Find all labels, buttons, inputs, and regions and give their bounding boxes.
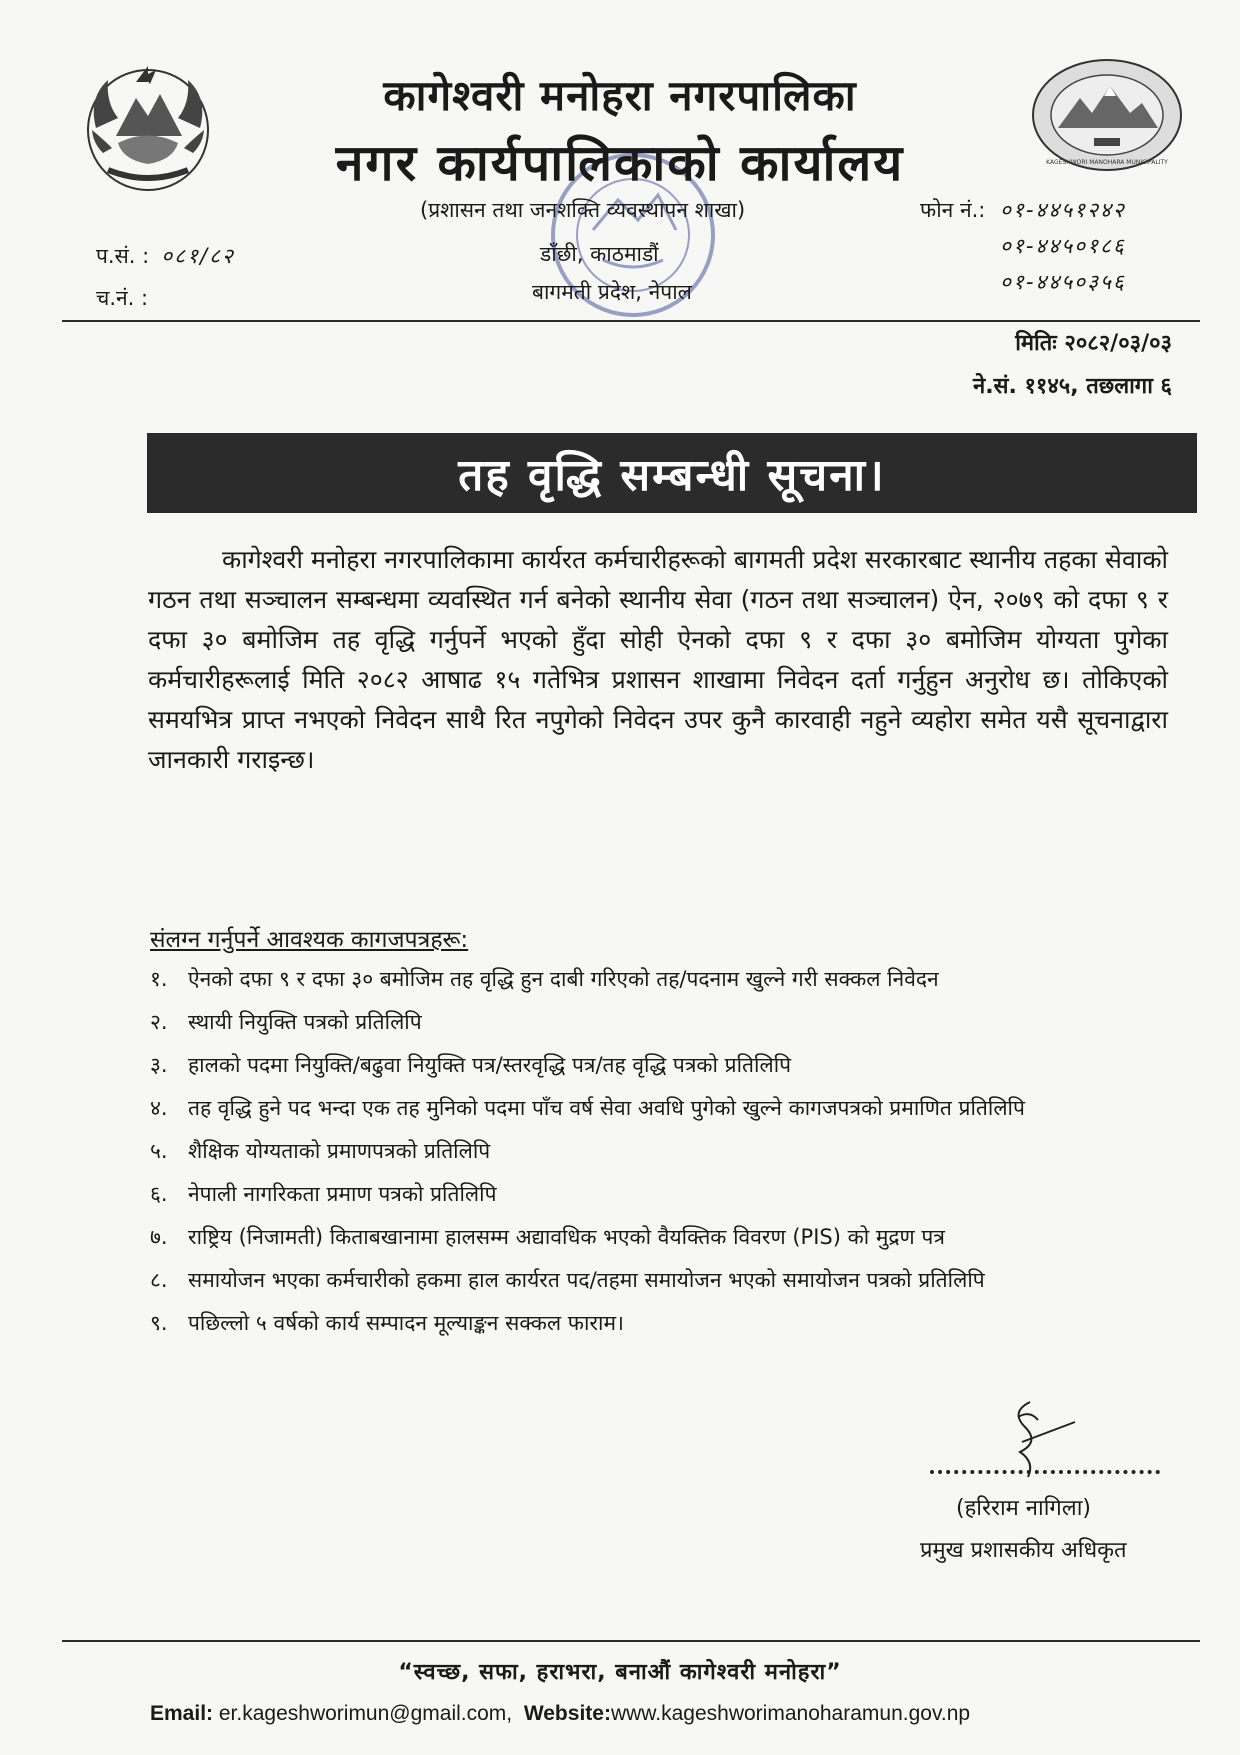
phone-number: ०१-४४५०१८६ <box>1000 234 1126 258</box>
list-item <box>150 1221 1180 1254</box>
municipality-name: कागेश्वरी मनोहरा नगरपालिका <box>383 71 857 120</box>
address-line-2: बागमती प्रदेश, नेपाल <box>532 280 692 304</box>
item-number: ४. <box>150 1096 168 1120</box>
list-item <box>150 1006 1180 1039</box>
item-text: समायोजन भएका कर्मचारीको हकमा हाल कार्यरत पद/तहमा समायोजन भएको समायोजन पत्रको प्रतिलिपि <box>188 1268 985 1292</box>
notice-body: कागेश्वरी मनोहरा नगरपालिकामा कार्यरत कर्मचारीहरूको बागमती प्रदेश सरकारबाट स्थानीय तहका सेवाको गठन तथा सञ्चालन सम्बन्धमा व्यवस्थित गर्न बनेको स्थानीय सेवा (गठन तथा सञ्चालन) ऐन, २०७९ को दफा ९ र दफा ३० बमोजिम तह वृद्धि गर्नुपर्ने भएको हुँदा सोही ऐनको दफा ९ र दफा ३० बमोजिम योग्यता पुगेका कर्मचारीहरूलाई मिति २०८२ आषाढ १५ गतेभित्र प्रशासन शाखामा निवेदन दर्ता गर्नुहुन अनुरोध छ। तोकिएको समयभित्र प्राप्त नभएको निवेदन साथै रित नपुगेको निवेदन उपर कुनै कारवाही नहुने व्यहोरा समेत यसै सूचनाद्वारा जानकारी गराइन्छ। <box>148 545 1168 774</box>
reference-value: ०८१/८२ <box>161 244 235 268</box>
nepal-sambat-date: ने.सं. ११४५, तछलागा ६ <box>973 374 1172 399</box>
address-line-1: डाँछी, काठमाडौं <box>540 242 659 266</box>
phone-number: ०१-४४५०३५६ <box>1000 270 1126 294</box>
email-label: Email: <box>150 1702 214 1725</box>
office-name: नगर कार्यपालिकाको कार्यालय <box>335 134 905 192</box>
signature-line <box>930 1470 1160 1474</box>
website-label: Website: <box>523 1702 611 1725</box>
footer-contact <box>150 1702 970 1726</box>
item-number: ३. <box>150 1053 168 1077</box>
item-text: पछिल्लो ५ वर्षको कार्य सम्पादन मूल्याङ्कन सक्कल फाराम। <box>188 1311 624 1335</box>
item-number: २. <box>150 1010 168 1034</box>
item-number: ८. <box>150 1268 168 1292</box>
phone-number: ०१-४४५१२४२ <box>1000 198 1126 222</box>
item-text: शैक्षिक योग्यताको प्रमाणपत्रको प्रतिलिपि <box>188 1139 491 1163</box>
documents-heading: संलग्न गर्नुपर्ने आवश्यक कागजपत्रहरू: <box>150 927 469 953</box>
reference-number <box>96 242 235 270</box>
website-url: www.kageshworimanoharamun.gov.np <box>610 1702 971 1725</box>
list-item <box>150 1264 1180 1297</box>
list-item <box>150 1135 1180 1168</box>
item-number: ७. <box>150 1225 168 1249</box>
signature-icon <box>1000 1392 1080 1482</box>
list-item <box>150 1307 1180 1340</box>
email-address: er.kageshworimun@gmail.com, <box>218 1702 513 1725</box>
signatory-name: (हरिराम नागिला) <box>956 1496 1091 1521</box>
list-item <box>150 1092 1180 1125</box>
notice-title-text: तह वृद्धि सम्बन्धी सूचना। <box>458 450 886 501</box>
phone-label: फोन नं.: <box>920 198 986 222</box>
issue-date: मितिः २०८२/०३/०३ <box>1015 331 1172 356</box>
list-item <box>150 1049 1180 1082</box>
item-number: ५. <box>150 1139 168 1163</box>
list-item <box>150 1178 1180 1211</box>
branch-name: (प्रशासन तथा जनशक्ति व्यवस्थापन शाखा) <box>420 198 746 222</box>
item-number: ६. <box>150 1182 168 1206</box>
item-text: तह वृद्धि हुने पद भन्दा एक तह मुनिको पदमा पाँच वर्ष सेवा अवधि पुगेको खुल्ने कागजपत्रको प्रमाणित प्रतिलिपि <box>188 1096 1025 1120</box>
signatory-title: प्रमुख प्रशासकीय अधिकृत <box>920 1538 1127 1563</box>
footer-motto: “स्वच्छ, सफा, हराभरा, बनाऔं कागेश्वरी मनोहरा” <box>398 1660 842 1685</box>
dispatch-number <box>96 284 148 312</box>
item-number: ९. <box>150 1311 168 1335</box>
item-text: नेपाली नागरिकता प्रमाण पत्रको प्रतिलिपि <box>188 1182 497 1206</box>
logo-lettering: KAGESHWORI MANOHARA MUNICIPALITY <box>1046 159 1168 166</box>
header-divider <box>62 320 1200 322</box>
list-item <box>150 963 1180 996</box>
documents-list <box>150 963 1180 1350</box>
item-text: राष्ट्रिय (निजामती) किताबखानामा हालसम्म अद्यावधिक भएको वैयक्तिक विवरण (PIS) को मुद्रण पत्र <box>188 1225 945 1249</box>
item-text: स्थायी नियुक्ति पत्रको प्रतिलिपि <box>188 1010 422 1034</box>
reference-label: प.सं. : <box>96 244 150 268</box>
footer-divider <box>62 1640 1200 1642</box>
item-number: १. <box>150 967 168 991</box>
item-text: ऐनको दफा ९ र दफा ३० बमोजिम तह वृद्धि हुन दाबी गरिएको तह/पदनाम खुल्ने गरी सक्कल निवेदन <box>188 967 939 991</box>
dispatch-label: च.नं. : <box>96 286 149 310</box>
notice-title <box>147 433 1197 513</box>
item-text: हालको पदमा नियुक्ति/बढुवा नियुक्ति पत्र/स्तरवृद्धि पत्र/तह वृद्धि पत्रको प्रतिलिपि <box>188 1053 792 1077</box>
